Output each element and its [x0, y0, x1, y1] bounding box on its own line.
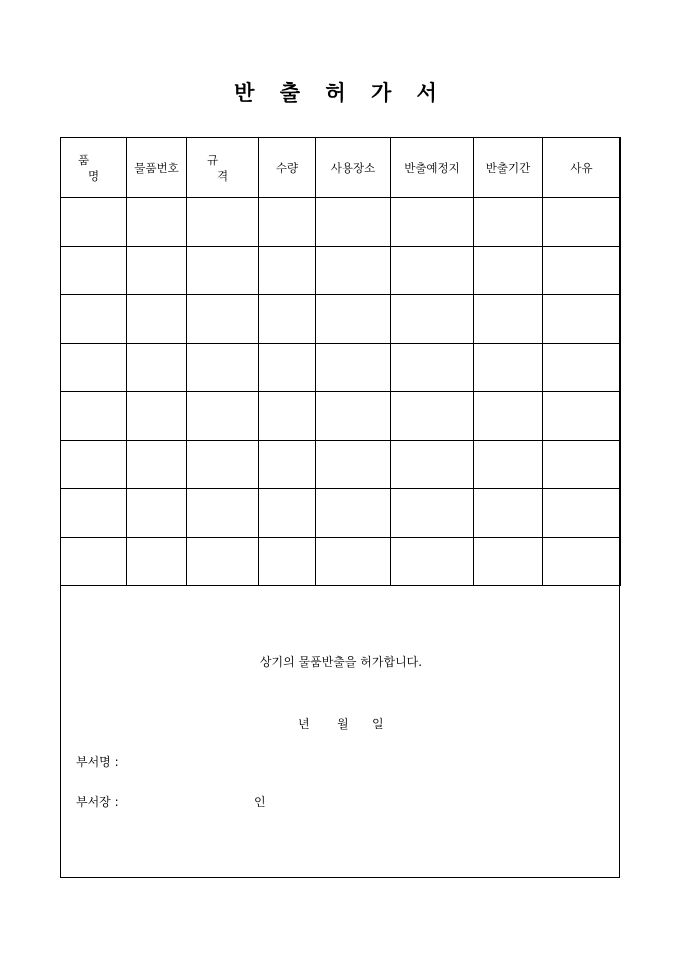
table-cell[interactable]: [316, 392, 391, 441]
table-cell[interactable]: [316, 198, 391, 247]
table-cell[interactable]: [127, 489, 187, 538]
table-row: [61, 392, 621, 441]
table-cell[interactable]: [259, 440, 316, 489]
table-cell[interactable]: [543, 343, 621, 392]
table-cell[interactable]: [391, 343, 474, 392]
table-cell[interactable]: [474, 489, 543, 538]
date-year-label: 년: [298, 717, 310, 731]
table-row: [61, 440, 621, 489]
table-cell[interactable]: [316, 295, 391, 344]
table-cell[interactable]: [127, 295, 187, 344]
table-cell[interactable]: [187, 246, 259, 295]
table-cell[interactable]: [187, 440, 259, 489]
date-month-label: 월: [337, 717, 349, 731]
department-label: 부서명 :: [76, 755, 119, 769]
table-cell[interactable]: [127, 392, 187, 441]
table-cell[interactable]: [259, 343, 316, 392]
table-cell[interactable]: [61, 198, 127, 247]
approval-notice: 상기의 물품반출을 허가합니다.: [259, 655, 423, 669]
table-cell[interactable]: [474, 392, 543, 441]
header-usage-location: 사용장소: [316, 138, 391, 198]
table-cell[interactable]: [391, 198, 474, 247]
table-cell[interactable]: [259, 489, 316, 538]
table-cell[interactable]: [61, 489, 127, 538]
table-cell[interactable]: [61, 537, 127, 586]
table-cell[interactable]: [127, 440, 187, 489]
header-item-number: 물품번호: [127, 138, 187, 198]
table-cell[interactable]: [316, 489, 391, 538]
table-cell[interactable]: [316, 343, 391, 392]
table-cell[interactable]: [61, 246, 127, 295]
table-cell[interactable]: [543, 295, 621, 344]
table-cell[interactable]: [474, 537, 543, 586]
table-cell[interactable]: [127, 246, 187, 295]
release-permit-form: [60, 137, 620, 878]
table-cell[interactable]: [391, 246, 474, 295]
table-cell[interactable]: [543, 198, 621, 247]
header-quantity: 수량: [259, 138, 316, 198]
table-cell[interactable]: [474, 246, 543, 295]
table-row: [61, 489, 621, 538]
table-cell[interactable]: [316, 246, 391, 295]
table-cell[interactable]: [61, 295, 127, 344]
table-cell[interactable]: [61, 440, 127, 489]
table-cell[interactable]: [187, 295, 259, 344]
table-cell[interactable]: [127, 537, 187, 586]
table-cell[interactable]: [61, 343, 127, 392]
table-cell[interactable]: [474, 198, 543, 247]
table-cell[interactable]: [543, 537, 621, 586]
table-cell[interactable]: [543, 489, 621, 538]
table-cell[interactable]: [543, 440, 621, 489]
table-row: [61, 537, 621, 586]
table-cell[interactable]: [187, 489, 259, 538]
table-row: [61, 246, 621, 295]
table-cell[interactable]: [391, 392, 474, 441]
table-cell[interactable]: [187, 392, 259, 441]
table-cell[interactable]: [259, 246, 316, 295]
table-cell[interactable]: [474, 343, 543, 392]
header-period: 반출기간: [474, 138, 543, 198]
table-cell[interactable]: [259, 537, 316, 586]
table-cell[interactable]: [259, 198, 316, 247]
table-cell[interactable]: [543, 246, 621, 295]
date-day-label: 일: [372, 717, 384, 731]
document-title: 반 출 허 가 서: [234, 80, 446, 105]
table-cell[interactable]: [259, 295, 316, 344]
table-cell[interactable]: [316, 440, 391, 489]
header-destination: 반출예정지: [391, 138, 474, 198]
table-cell[interactable]: [391, 295, 474, 344]
table-cell[interactable]: [316, 537, 391, 586]
table-cell[interactable]: [61, 392, 127, 441]
table-cell[interactable]: [391, 489, 474, 538]
table-cell[interactable]: [127, 198, 187, 247]
table-cell[interactable]: [474, 440, 543, 489]
table-cell[interactable]: [259, 392, 316, 441]
table-cell[interactable]: [474, 295, 543, 344]
table-row: [61, 198, 621, 247]
table-row: [61, 343, 621, 392]
table-row: [61, 295, 621, 344]
table-cell[interactable]: [187, 537, 259, 586]
table-cell[interactable]: [543, 392, 621, 441]
header-specification: 규 격: [187, 138, 259, 198]
table-header-row: [61, 138, 621, 198]
table-cell[interactable]: [187, 198, 259, 247]
table-cell[interactable]: [127, 343, 187, 392]
seal-label: 인: [254, 795, 266, 809]
table-cell[interactable]: [391, 440, 474, 489]
header-reason: 사유: [543, 138, 621, 198]
table-cell[interactable]: [391, 537, 474, 586]
table-cell[interactable]: [187, 343, 259, 392]
header-item-name: 품 명: [61, 138, 127, 198]
items-table: [60, 137, 621, 586]
manager-label: 부서장 :: [76, 795, 119, 809]
